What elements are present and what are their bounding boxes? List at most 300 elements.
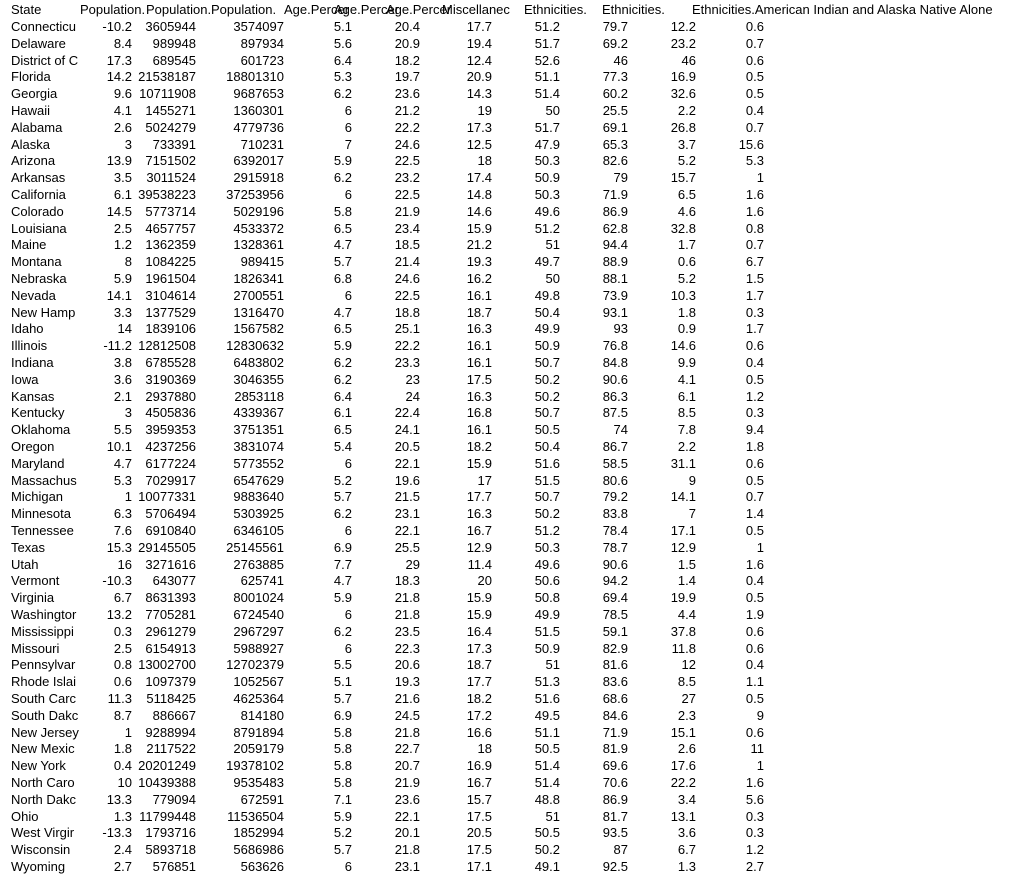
state-cell[interactable]: Hawaii: [11, 103, 51, 118]
data-cell[interactable]: 73.9: [602, 287, 628, 303]
data-cell[interactable]: 5.6: [745, 791, 764, 807]
data-cell[interactable]: 6483802: [233, 355, 284, 370]
data-cell[interactable]: 49.7: [534, 254, 560, 270]
data-cell[interactable]: 18: [477, 741, 492, 757]
data-cell[interactable]: 3751351: [233, 422, 284, 438]
data-cell[interactable]: 12.4: [466, 52, 492, 68]
data-cell[interactable]: 0.4: [745, 573, 764, 589]
data-cell[interactable]: 16.3: [466, 506, 492, 522]
data-cell[interactable]: 1.2: [113, 237, 132, 253]
data-cell[interactable]: 6.2: [333, 170, 352, 186]
data-cell[interactable]: 84.8: [602, 355, 628, 370]
data-cell[interactable]: 5.9: [333, 590, 352, 606]
data-cell[interactable]: 15.3: [106, 539, 132, 555]
data-cell[interactable]: 32.6: [670, 86, 696, 102]
data-cell[interactable]: 6.2: [333, 355, 352, 370]
data-cell[interactable]: 9288994: [145, 724, 196, 740]
data-cell[interactable]: 16.6: [466, 724, 492, 740]
data-cell[interactable]: 1.4: [745, 506, 764, 522]
data-cell[interactable]: 50.5: [534, 741, 560, 757]
data-cell[interactable]: 16.8: [466, 405, 492, 421]
data-cell[interactable]: 6.8: [333, 271, 352, 286]
data-cell[interactable]: 13.9: [106, 153, 132, 169]
data-cell[interactable]: 86.7: [602, 439, 628, 454]
data-cell[interactable]: 17.3: [466, 119, 492, 135]
data-cell[interactable]: 5988927: [233, 640, 284, 656]
data-cell[interactable]: 50.5: [534, 422, 560, 438]
data-cell[interactable]: 50.2: [534, 388, 560, 404]
data-cell[interactable]: 1: [756, 758, 764, 774]
data-cell[interactable]: 51.3: [534, 674, 560, 690]
data-cell[interactable]: 21.2: [466, 237, 492, 253]
data-cell[interactable]: 60.2: [602, 86, 628, 102]
data-cell[interactable]: 16.1: [466, 287, 492, 303]
data-cell[interactable]: 2.7: [745, 859, 764, 874]
data-cell[interactable]: 49.9: [534, 607, 560, 622]
data-cell[interactable]: 51.2: [534, 523, 560, 538]
data-cell[interactable]: 3.7: [677, 136, 696, 152]
data-cell[interactable]: 11.3: [107, 691, 132, 706]
data-cell[interactable]: 79.7: [602, 19, 628, 34]
data-cell[interactable]: 0.6: [745, 19, 764, 34]
data-cell[interactable]: 0.5: [745, 691, 764, 706]
data-cell[interactable]: 22.3: [394, 640, 420, 656]
data-cell[interactable]: 1.9: [745, 607, 764, 622]
data-cell[interactable]: 51.6: [534, 691, 560, 706]
data-cell[interactable]: 37253956: [226, 187, 284, 202]
data-cell[interactable]: 1: [756, 170, 764, 186]
data-cell[interactable]: 4.7: [113, 455, 132, 471]
data-cell[interactable]: 6910840: [145, 523, 196, 538]
data-cell[interactable]: 0.5: [745, 371, 764, 387]
state-cell[interactable]: New York: [11, 758, 66, 774]
data-cell[interactable]: 779094: [152, 791, 196, 807]
data-cell[interactable]: 84.6: [602, 707, 628, 723]
data-cell[interactable]: 17.5: [466, 371, 492, 387]
data-cell[interactable]: 1.1: [745, 674, 764, 690]
data-cell[interactable]: 2117522: [146, 741, 196, 757]
data-cell[interactable]: 4.4: [677, 607, 696, 622]
data-cell[interactable]: 6.5: [333, 422, 352, 438]
data-cell[interactable]: 1097379: [145, 674, 196, 690]
data-cell[interactable]: 12812508: [138, 338, 196, 354]
data-cell[interactable]: 7.1: [333, 791, 352, 807]
data-cell[interactable]: 8: [124, 254, 132, 270]
data-cell[interactable]: 2.2: [677, 103, 696, 118]
data-cell[interactable]: 94.4: [602, 237, 628, 253]
data-cell[interactable]: 3.6: [677, 825, 696, 841]
data-cell[interactable]: 20201249: [138, 758, 196, 774]
data-cell[interactable]: 0.4: [113, 758, 132, 774]
data-cell[interactable]: 8.7: [113, 707, 132, 723]
data-cell[interactable]: 5303925: [233, 506, 284, 522]
data-cell[interactable]: 49.1: [534, 859, 560, 874]
data-cell[interactable]: 6: [344, 859, 352, 874]
data-cell[interactable]: 80.6: [602, 472, 628, 488]
data-cell[interactable]: 49.5: [534, 707, 560, 723]
data-cell[interactable]: 51.7: [534, 35, 560, 51]
data-cell[interactable]: 51.1: [534, 69, 560, 85]
data-cell[interactable]: 23.2: [670, 35, 696, 51]
data-cell[interactable]: 1.8: [113, 741, 132, 757]
data-cell[interactable]: 1.2: [745, 842, 764, 858]
state-cell[interactable]: Nebraska: [11, 271, 67, 286]
data-cell[interactable]: 0.5: [745, 69, 764, 85]
data-cell[interactable]: 5893718: [145, 842, 196, 858]
data-cell[interactable]: 78.7: [602, 539, 628, 555]
data-cell[interactable]: 58.5: [602, 455, 628, 471]
data-cell[interactable]: 5.3: [745, 153, 764, 169]
data-cell[interactable]: 6.5: [677, 187, 696, 202]
state-cell[interactable]: Vermont: [11, 573, 60, 589]
data-cell[interactable]: 16.9: [670, 69, 696, 85]
header-cell[interactable]: Age.Percer: [334, 2, 400, 17]
data-cell[interactable]: 5.8: [333, 775, 352, 790]
data-cell[interactable]: 22.5: [394, 187, 420, 202]
data-cell[interactable]: 50.9: [534, 170, 560, 186]
data-cell[interactable]: 77.3: [602, 69, 628, 85]
data-cell[interactable]: 9687653: [233, 86, 284, 102]
data-cell[interactable]: 20.6: [394, 657, 420, 673]
data-cell[interactable]: 0.6: [745, 52, 764, 68]
data-cell[interactable]: 6.1: [333, 405, 352, 421]
data-cell[interactable]: 5.5: [113, 422, 132, 438]
data-cell[interactable]: 1.8: [677, 304, 696, 320]
data-cell[interactable]: 8.5: [677, 674, 696, 690]
data-cell[interactable]: 3.3: [113, 304, 132, 320]
data-cell[interactable]: 1793716: [145, 825, 196, 841]
data-cell[interactable]: 14.6: [466, 203, 492, 219]
data-cell[interactable]: 86.3: [602, 388, 628, 404]
data-cell[interactable]: 23.5: [394, 623, 420, 639]
data-cell[interactable]: 86.9: [602, 203, 628, 219]
state-cell[interactable]: Rhode Islai: [11, 674, 77, 690]
data-cell[interactable]: 10077331: [138, 489, 196, 505]
data-cell[interactable]: 1.4: [677, 573, 696, 589]
data-cell[interactable]: 6: [344, 287, 352, 303]
data-cell[interactable]: 0.6: [113, 674, 132, 690]
data-cell[interactable]: 13002700: [138, 657, 196, 673]
data-cell[interactable]: 0.6: [745, 724, 764, 740]
data-cell[interactable]: 11799448: [139, 808, 196, 824]
data-cell[interactable]: 17.1: [466, 859, 492, 874]
data-cell[interactable]: 5.7: [333, 691, 352, 706]
data-cell[interactable]: 83.8: [602, 506, 628, 522]
state-cell[interactable]: Montana: [11, 254, 62, 270]
data-cell[interactable]: 9883640: [233, 489, 284, 505]
state-cell[interactable]: Kansas: [11, 388, 55, 404]
data-cell[interactable]: 49.9: [534, 321, 560, 337]
data-cell[interactable]: 90.6: [602, 371, 628, 387]
data-cell[interactable]: 1362359: [145, 237, 196, 253]
data-cell[interactable]: 93.1: [602, 304, 628, 320]
data-cell[interactable]: 4237256: [145, 439, 196, 454]
data-cell[interactable]: 50.9: [534, 338, 560, 354]
data-cell[interactable]: 50: [545, 271, 560, 286]
data-cell[interactable]: 21.8: [394, 842, 420, 858]
data-cell[interactable]: 0.5: [745, 523, 764, 538]
data-cell[interactable]: 3271616: [145, 556, 196, 572]
data-cell[interactable]: 49.6: [534, 556, 560, 572]
data-cell[interactable]: 19.4: [466, 35, 492, 51]
data-cell[interactable]: 17.5: [466, 842, 492, 858]
data-cell[interactable]: 16.7: [466, 523, 492, 538]
data-cell[interactable]: 21.8: [394, 590, 420, 606]
data-cell[interactable]: 6392017: [233, 153, 284, 169]
data-cell[interactable]: 1.5: [745, 271, 764, 286]
data-cell[interactable]: 7151502: [145, 153, 196, 169]
state-cell[interactable]: Maine: [11, 237, 47, 253]
data-cell[interactable]: 74: [613, 422, 628, 438]
data-cell[interactable]: 7705281: [145, 607, 196, 622]
data-cell[interactable]: 20.5: [394, 439, 420, 454]
data-cell[interactable]: 82.6: [602, 153, 628, 169]
state-cell[interactable]: New Hamp: [11, 304, 76, 320]
data-cell[interactable]: 6: [344, 523, 352, 538]
data-cell[interactable]: 0.4: [745, 657, 764, 673]
data-cell[interactable]: 8001024: [233, 590, 284, 606]
data-cell[interactable]: 51.4: [534, 86, 560, 102]
data-cell[interactable]: 9.9: [677, 355, 696, 370]
state-cell[interactable]: Virginia: [11, 590, 55, 606]
data-cell[interactable]: 11536504: [227, 808, 284, 824]
data-cell[interactable]: 0.7: [745, 35, 764, 51]
data-cell[interactable]: 1316470: [233, 304, 284, 320]
data-cell[interactable]: 50.4: [534, 439, 560, 454]
data-cell[interactable]: 5.7: [333, 489, 352, 505]
state-cell[interactable]: Kentucky: [11, 405, 65, 421]
data-cell[interactable]: 3: [124, 405, 132, 421]
data-cell[interactable]: 5118425: [146, 691, 196, 706]
data-cell[interactable]: 21.5: [394, 489, 420, 505]
data-cell[interactable]: 3: [124, 136, 132, 152]
data-cell[interactable]: 21.8: [394, 607, 420, 622]
data-cell[interactable]: 989415: [240, 254, 284, 270]
data-cell[interactable]: 5.9: [113, 271, 132, 286]
data-cell[interactable]: 886667: [152, 707, 196, 723]
data-cell[interactable]: 4.1: [677, 371, 696, 387]
data-cell[interactable]: 20.5: [466, 825, 492, 841]
data-cell[interactable]: 1084225: [145, 254, 196, 270]
data-cell[interactable]: 17.2: [466, 707, 492, 723]
data-cell[interactable]: 3.4: [677, 791, 696, 807]
state-cell[interactable]: Minnesota: [11, 506, 71, 522]
data-cell[interactable]: 49.8: [534, 287, 560, 303]
data-cell[interactable]: 0.6: [745, 338, 764, 354]
data-cell[interactable]: 2961279: [145, 623, 196, 639]
data-cell[interactable]: 6.5: [333, 321, 352, 337]
data-cell[interactable]: 733391: [152, 136, 196, 152]
header-cell[interactable]: Ethnicities.: [524, 2, 587, 17]
data-cell[interactable]: -13.3: [102, 825, 132, 841]
data-cell[interactable]: 9.6: [113, 86, 132, 102]
data-cell[interactable]: 15.9: [466, 220, 492, 236]
data-cell[interactable]: 22.5: [394, 287, 420, 303]
data-cell[interactable]: 3011524: [146, 170, 196, 186]
data-cell[interactable]: 10711908: [139, 86, 196, 102]
state-cell[interactable]: Georgia: [11, 86, 58, 102]
state-cell[interactable]: Indiana: [11, 355, 54, 370]
data-cell[interactable]: 26.8: [670, 119, 696, 135]
data-cell[interactable]: 23.4: [394, 220, 420, 236]
data-cell[interactable]: 86.9: [602, 791, 628, 807]
data-cell[interactable]: 13.2: [106, 607, 132, 622]
data-cell[interactable]: 50.2: [534, 506, 560, 522]
data-cell[interactable]: 5.3: [113, 472, 132, 488]
data-cell[interactable]: 16.1: [466, 422, 492, 438]
data-cell[interactable]: 65.3: [602, 136, 628, 152]
data-cell[interactable]: 50.7: [534, 355, 560, 370]
data-cell[interactable]: 24.6: [394, 136, 420, 152]
data-cell[interactable]: 1.3: [113, 808, 132, 824]
data-cell[interactable]: 23.2: [394, 170, 420, 186]
data-cell[interactable]: 16.2: [466, 271, 492, 286]
header-cell[interactable]: Ethnicities.: [602, 2, 665, 17]
data-cell[interactable]: 23.6: [394, 86, 420, 102]
data-cell[interactable]: 88.9: [602, 254, 628, 270]
data-cell[interactable]: 21.6: [394, 691, 420, 706]
data-cell[interactable]: 4.6: [677, 203, 696, 219]
data-cell[interactable]: 59.1: [602, 623, 628, 639]
data-cell[interactable]: 46: [681, 52, 696, 68]
data-cell[interactable]: 6346105: [233, 523, 284, 538]
data-cell[interactable]: 4533372: [233, 220, 284, 236]
data-cell[interactable]: 5.9: [333, 808, 352, 824]
header-cell[interactable]: Miscellanec: [442, 2, 510, 17]
data-cell[interactable]: 4.7: [333, 573, 352, 589]
data-cell[interactable]: 1.8: [745, 439, 764, 454]
data-cell[interactable]: 1.7: [677, 237, 696, 253]
data-cell[interactable]: 0.4: [745, 355, 764, 370]
data-cell[interactable]: 6: [344, 187, 352, 202]
data-cell[interactable]: 0.5: [745, 472, 764, 488]
data-cell[interactable]: 20.9: [466, 69, 492, 85]
data-cell[interactable]: 625741: [240, 573, 284, 589]
state-cell[interactable]: Arizona: [11, 153, 56, 169]
data-cell[interactable]: 1852994: [233, 825, 284, 841]
data-cell[interactable]: 20.1: [394, 825, 420, 841]
data-cell[interactable]: 1.6: [745, 187, 764, 202]
data-cell[interactable]: 15.1: [670, 724, 696, 740]
data-cell[interactable]: 3831074: [233, 439, 284, 454]
data-cell[interactable]: 24: [405, 388, 420, 404]
state-cell[interactable]: Idaho: [11, 321, 44, 337]
data-cell[interactable]: 93.5: [602, 825, 628, 841]
data-cell[interactable]: 6724540: [233, 607, 284, 622]
data-cell[interactable]: 6: [344, 455, 352, 471]
data-cell[interactable]: 21.8: [394, 724, 420, 740]
data-cell[interactable]: 1839106: [145, 321, 196, 337]
data-cell[interactable]: 0.9: [677, 321, 696, 337]
data-cell[interactable]: 672591: [240, 791, 284, 807]
data-cell[interactable]: 32.8: [670, 220, 696, 236]
data-cell[interactable]: 47.9: [534, 136, 560, 152]
data-cell[interactable]: 0.3: [745, 808, 764, 824]
data-cell[interactable]: 51.4: [534, 758, 560, 774]
data-cell[interactable]: 5706494: [145, 506, 196, 522]
data-cell[interactable]: 92.5: [602, 859, 628, 874]
data-cell[interactable]: 2.6: [677, 741, 696, 757]
data-cell[interactable]: 6.1: [113, 187, 132, 202]
data-cell[interactable]: 50.7: [534, 405, 560, 421]
data-cell[interactable]: 14.3: [466, 86, 492, 102]
data-cell[interactable]: 19: [477, 103, 492, 118]
data-cell[interactable]: 51.7: [534, 119, 560, 135]
data-cell[interactable]: 16.7: [466, 775, 492, 790]
state-cell[interactable]: Ohio: [11, 808, 39, 824]
data-cell[interactable]: 19.3: [466, 254, 492, 270]
data-cell[interactable]: 5.2: [677, 271, 696, 286]
data-cell[interactable]: 87: [613, 842, 628, 858]
data-cell[interactable]: 3574097: [233, 19, 284, 34]
state-cell[interactable]: Oklahoma: [11, 422, 71, 438]
data-cell[interactable]: 49.6: [534, 203, 560, 219]
data-cell[interactable]: 2.1: [113, 388, 132, 404]
data-cell[interactable]: 14.6: [670, 338, 696, 354]
data-cell[interactable]: 19.6: [394, 472, 420, 488]
data-cell[interactable]: 0.6: [745, 640, 764, 656]
data-cell[interactable]: 51.5: [534, 623, 560, 639]
data-cell[interactable]: 4625364: [233, 691, 284, 706]
data-cell[interactable]: 9: [688, 472, 696, 488]
data-cell[interactable]: 52.6: [534, 52, 560, 68]
data-cell[interactable]: 6177224: [145, 455, 196, 471]
data-cell[interactable]: 5.5: [333, 657, 352, 673]
data-cell[interactable]: 16.1: [466, 355, 492, 370]
data-cell[interactable]: 10.3: [670, 287, 696, 303]
data-cell[interactable]: 3190369: [145, 371, 196, 387]
data-cell[interactable]: 50.5: [534, 825, 560, 841]
state-cell[interactable]: Washingtor: [11, 607, 77, 622]
state-cell[interactable]: Texas: [11, 539, 45, 555]
data-cell[interactable]: 5.2: [677, 153, 696, 169]
data-cell[interactable]: 18.7: [466, 657, 492, 673]
data-cell[interactable]: 31.1: [670, 455, 696, 471]
data-cell[interactable]: 88.1: [602, 271, 628, 286]
data-cell[interactable]: 989948: [152, 35, 196, 51]
data-cell[interactable]: 0.3: [745, 304, 764, 320]
data-cell[interactable]: 12.9: [670, 539, 696, 555]
data-cell[interactable]: 0.3: [745, 825, 764, 841]
data-cell[interactable]: 18.8: [394, 304, 420, 320]
data-cell[interactable]: 81.6: [602, 657, 628, 673]
data-cell[interactable]: 18.2: [394, 52, 420, 68]
state-cell[interactable]: North Caro: [11, 775, 75, 790]
data-cell[interactable]: 17.6: [670, 758, 696, 774]
data-cell[interactable]: 6: [344, 640, 352, 656]
data-cell[interactable]: 17.3: [466, 640, 492, 656]
data-cell[interactable]: 27: [681, 691, 696, 706]
data-cell[interactable]: 0.7: [745, 489, 764, 505]
state-cell[interactable]: New Mexic: [11, 741, 75, 757]
data-cell[interactable]: 50: [545, 103, 560, 118]
data-cell[interactable]: 13.3: [106, 791, 132, 807]
data-cell[interactable]: 23.6: [394, 791, 420, 807]
data-cell[interactable]: 76.8: [602, 338, 628, 354]
data-cell[interactable]: 5.2: [333, 472, 352, 488]
data-cell[interactable]: 1: [124, 489, 132, 505]
data-cell[interactable]: 50.4: [534, 304, 560, 320]
data-cell[interactable]: 51.6: [534, 455, 560, 471]
state-cell[interactable]: Delaware: [11, 35, 66, 51]
state-cell[interactable]: Colorado: [11, 203, 64, 219]
data-cell[interactable]: 1.6: [745, 203, 764, 219]
data-cell[interactable]: 22.2: [670, 775, 696, 790]
state-cell[interactable]: Michigan: [11, 489, 64, 505]
data-cell[interactable]: 17.3: [106, 52, 132, 68]
data-cell[interactable]: 25.5: [394, 539, 420, 555]
data-cell[interactable]: 21.2: [394, 103, 420, 118]
